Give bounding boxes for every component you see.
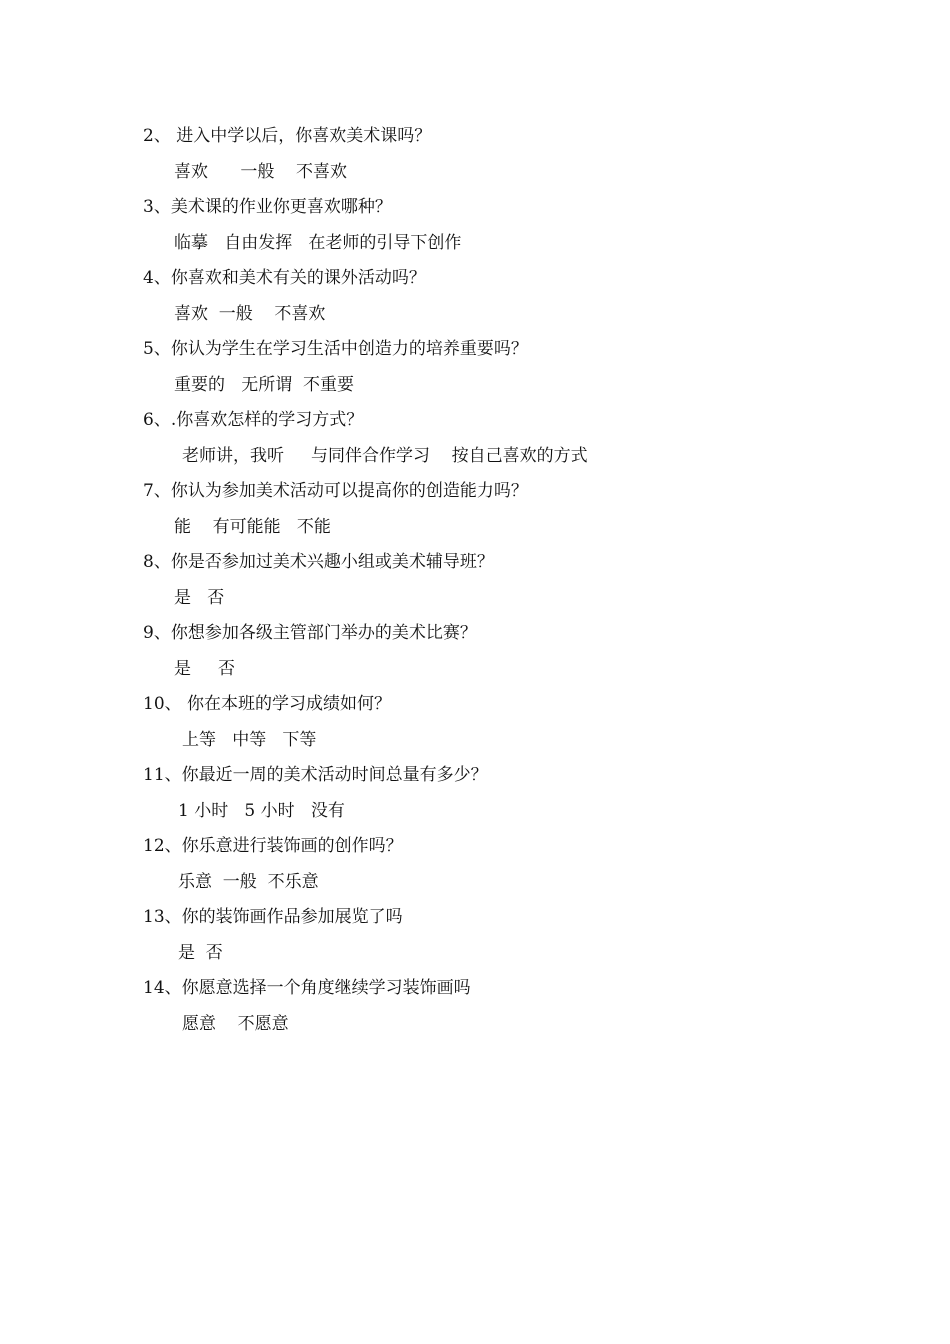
question-7: 7、你认为参加美术活动可以提高你的创造能力吗？ — [143, 481, 528, 501]
question-11: 11、你最近一周的美术活动时间总量有多少？ — [143, 765, 488, 785]
question-6: 6、.你喜欢怎样的学习方式？ — [143, 410, 364, 430]
question-5: 5、你认为学生在学习生活中创造力的培养重要吗？ — [143, 339, 528, 359]
question-2: 2、 进入中学以后，你喜欢美术课吗？ — [143, 126, 432, 146]
question-14: 14、你愿意选择一个角度继续学习装饰画吗 — [143, 978, 471, 998]
answers-2: 喜欢 一般 不喜欢 — [174, 162, 348, 182]
answers-11: 1 小时 5 小时 没有 — [178, 801, 345, 821]
question-13: 13、你的装饰画作品参加展览了吗 — [143, 907, 403, 927]
question-12: 12、你乐意进行装饰画的创作吗？ — [143, 836, 403, 856]
answers-7: 能 有可能能 不能 — [174, 517, 331, 537]
answers-13: 是 否 — [178, 943, 223, 963]
answers-6: 老师讲，我听 与同伴合作学习 按自己喜欢的方式 — [182, 446, 588, 466]
answers-4: 喜欢 一般 不喜欢 — [174, 304, 326, 324]
question-4: 4、你喜欢和美术有关的课外活动吗？ — [143, 268, 426, 288]
answers-12: 乐意 一般 不乐意 — [178, 872, 319, 892]
answers-5: 重要的 无所谓 不重要 — [174, 375, 355, 395]
answers-3: 临摹 自由发挥 在老师的引导下创作 — [174, 233, 462, 253]
answers-14: 愿意 不愿意 — [182, 1014, 289, 1034]
question-10: 10、 你在本班的学习成绩如何？ — [143, 694, 392, 714]
question-3: 3、美术课的作业你更喜欢哪种？ — [143, 197, 392, 217]
answers-8: 是 否 — [174, 588, 225, 608]
question-8: 8、你是否参加过美术兴趣小组或美术辅导班？ — [143, 552, 494, 572]
answers-10: 上等 中等 下等 — [182, 730, 317, 750]
question-9: 9、你想参加各级主管部门举办的美术比赛？ — [143, 623, 477, 643]
answers-9: 是 否 — [174, 659, 236, 679]
